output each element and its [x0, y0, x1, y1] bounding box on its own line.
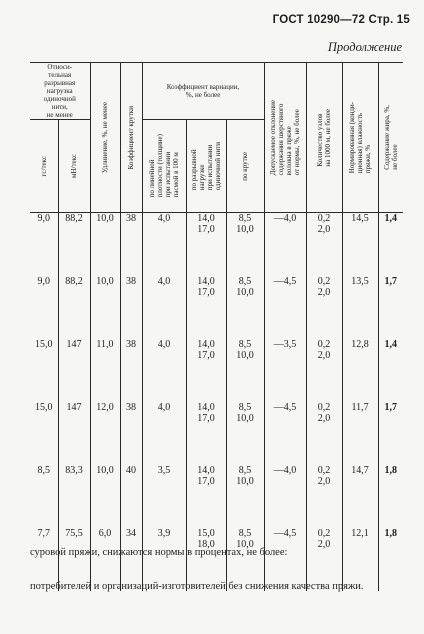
cell-knots: 0,2 2,0: [306, 339, 342, 402]
header-moisture: Нормированная (конди- ционная) влажность пряжи, %: [342, 63, 378, 213]
cell-fat: 1,4: [378, 339, 403, 402]
table-row: [30, 213, 403, 277]
cell-fat: 1,4: [378, 213, 403, 277]
cell-deviation: —4,0: [264, 213, 306, 277]
cell-elongation: 10,0: [90, 213, 120, 277]
cell-moisture: 14,5: [342, 213, 378, 277]
header-deviation: Допускаемое отклонение содержания шерстяного волокна в пряже от нормы, %, не более: [264, 63, 306, 213]
cell-elongation: 10,0: [90, 465, 120, 528]
cell-mn: 88,2: [58, 276, 90, 339]
header-var-twist: по крутке: [226, 120, 264, 213]
cell-var-linear: 4,0: [142, 276, 186, 339]
cell-knots: 0,2 2,0: [306, 213, 342, 277]
cell-var-twist: 8,5 10,0: [226, 276, 264, 339]
cell-twist: 38: [120, 213, 142, 277]
cell-moisture: 11,7: [342, 402, 378, 465]
page-header: ГОСТ 10290—72 Стр. 15: [272, 14, 410, 26]
cell-twist: 38: [120, 276, 142, 339]
cell-var-breaking: 14,0 17,0: [186, 213, 226, 277]
table-row: [30, 339, 403, 402]
cell-elongation: 12,0: [90, 402, 120, 465]
cell-var-linear: 3,9: [142, 528, 186, 591]
cell-elongation: 11,0: [90, 339, 120, 402]
cell-var-linear: 4,0: [142, 402, 186, 465]
cell-elongation: 10,0: [90, 276, 120, 339]
cell-moisture: 14,7: [342, 465, 378, 528]
cell-moisture: 13,5: [342, 276, 378, 339]
cell-deviation: —4,5: [264, 528, 306, 591]
cell-mn: 88,2: [58, 213, 90, 277]
cell-var-linear: 4,0: [142, 213, 186, 277]
cell-twist: 38: [120, 339, 142, 402]
table-row: [30, 276, 403, 339]
cell-twist: 40: [120, 465, 142, 528]
continuation-label: Продолжение: [327, 40, 402, 54]
cell-deviation: —4,0: [264, 465, 306, 528]
header-unit-gs-tex: гс/текс: [30, 120, 58, 213]
cell-fat: 1,8: [378, 465, 403, 528]
cell-elongation: 6,0: [90, 528, 120, 591]
header-fat-content: Содержание жира, %, не более: [378, 63, 403, 213]
cell-gs: 15,0: [35, 402, 53, 413]
cell-deviation: —4,5: [264, 402, 306, 465]
cell-gs: 9,0: [37, 213, 50, 224]
cell-moisture: 12,8: [342, 339, 378, 402]
header-elongation: Удлинение, %, не менее: [90, 63, 120, 213]
header-var-linear-density: по линейной плотности (толщине) при испытании пасмой в 100 м: [142, 120, 186, 213]
cell-var-breaking: 14,0 17,0: [186, 402, 226, 465]
cell-mn: 147: [58, 339, 90, 402]
cell-mn: 147: [58, 402, 90, 465]
cell-var-breaking: 14,0 17,0: [186, 276, 226, 339]
cell-twist: 34: [120, 528, 142, 591]
footer-text-line-1: суровой пряжи, снижаются нормы в процентах, не более:: [30, 547, 288, 558]
header-knots: Количество узлов на 1000 м, не более: [306, 63, 342, 213]
cell-fat: 1,8: [378, 528, 403, 591]
cell-var-twist: 8,5 10,0: [226, 213, 264, 277]
header-variation-group: Коэффициент вариации, %, не более: [142, 63, 264, 120]
table-row: [30, 465, 403, 528]
table-row: [30, 402, 403, 465]
cell-var-breaking: 14,0 17,0: [186, 339, 226, 402]
cell-var-twist: 8,5 10,0: [226, 339, 264, 402]
cell-deviation: —4,5: [264, 276, 306, 339]
cell-gs: 15,0: [35, 339, 53, 350]
specs-table: [30, 62, 403, 591]
cell-var-breaking: 15,0 18,0: [186, 528, 226, 591]
cell-knots: 0,2 2,0: [306, 276, 342, 339]
footer-text-line-2: потребителей и организаций-изготовителей без снижения качества пряжи.: [30, 581, 364, 592]
cell-fat: 1,7: [378, 402, 403, 465]
header-twist-coefficient: Коэффициент крутки: [120, 63, 142, 213]
header-var-breaking-load: по разрывной нагрузке при испытании одиночной нити: [186, 120, 226, 213]
cell-moisture: 12,1: [342, 528, 378, 591]
cell-mn: 83,3: [58, 465, 90, 528]
cell-var-linear: 4,0: [142, 339, 186, 402]
cell-var-twist: 8,5 10,0: [226, 528, 264, 591]
cell-gs: 9,0: [37, 276, 50, 287]
cell-mn: 75,5: [58, 528, 90, 591]
cell-var-twist: 8,5 10,0: [226, 465, 264, 528]
cell-var-twist: 8,5 10,0: [226, 402, 264, 465]
cell-knots: 0,2 2,0: [306, 402, 342, 465]
cell-knots: 0,2 2,0: [306, 528, 342, 591]
cell-gs: 8,5: [37, 465, 50, 476]
cell-fat: 1,7: [378, 276, 403, 339]
cell-var-breaking: 14,0 17,0: [186, 465, 226, 528]
cell-knots: 0,2 2,0: [306, 465, 342, 528]
cell-deviation: —3,5: [264, 339, 306, 402]
header-unit-mn-tex: мН/текс: [58, 120, 90, 213]
header-breaking-load: Относи- тельная разрывная нагрузка одиночной нити, не менее: [30, 63, 90, 120]
cell-var-linear: 3,5: [142, 465, 186, 528]
cell-gs: 7,7: [37, 528, 50, 539]
cell-twist: 38: [120, 402, 142, 465]
